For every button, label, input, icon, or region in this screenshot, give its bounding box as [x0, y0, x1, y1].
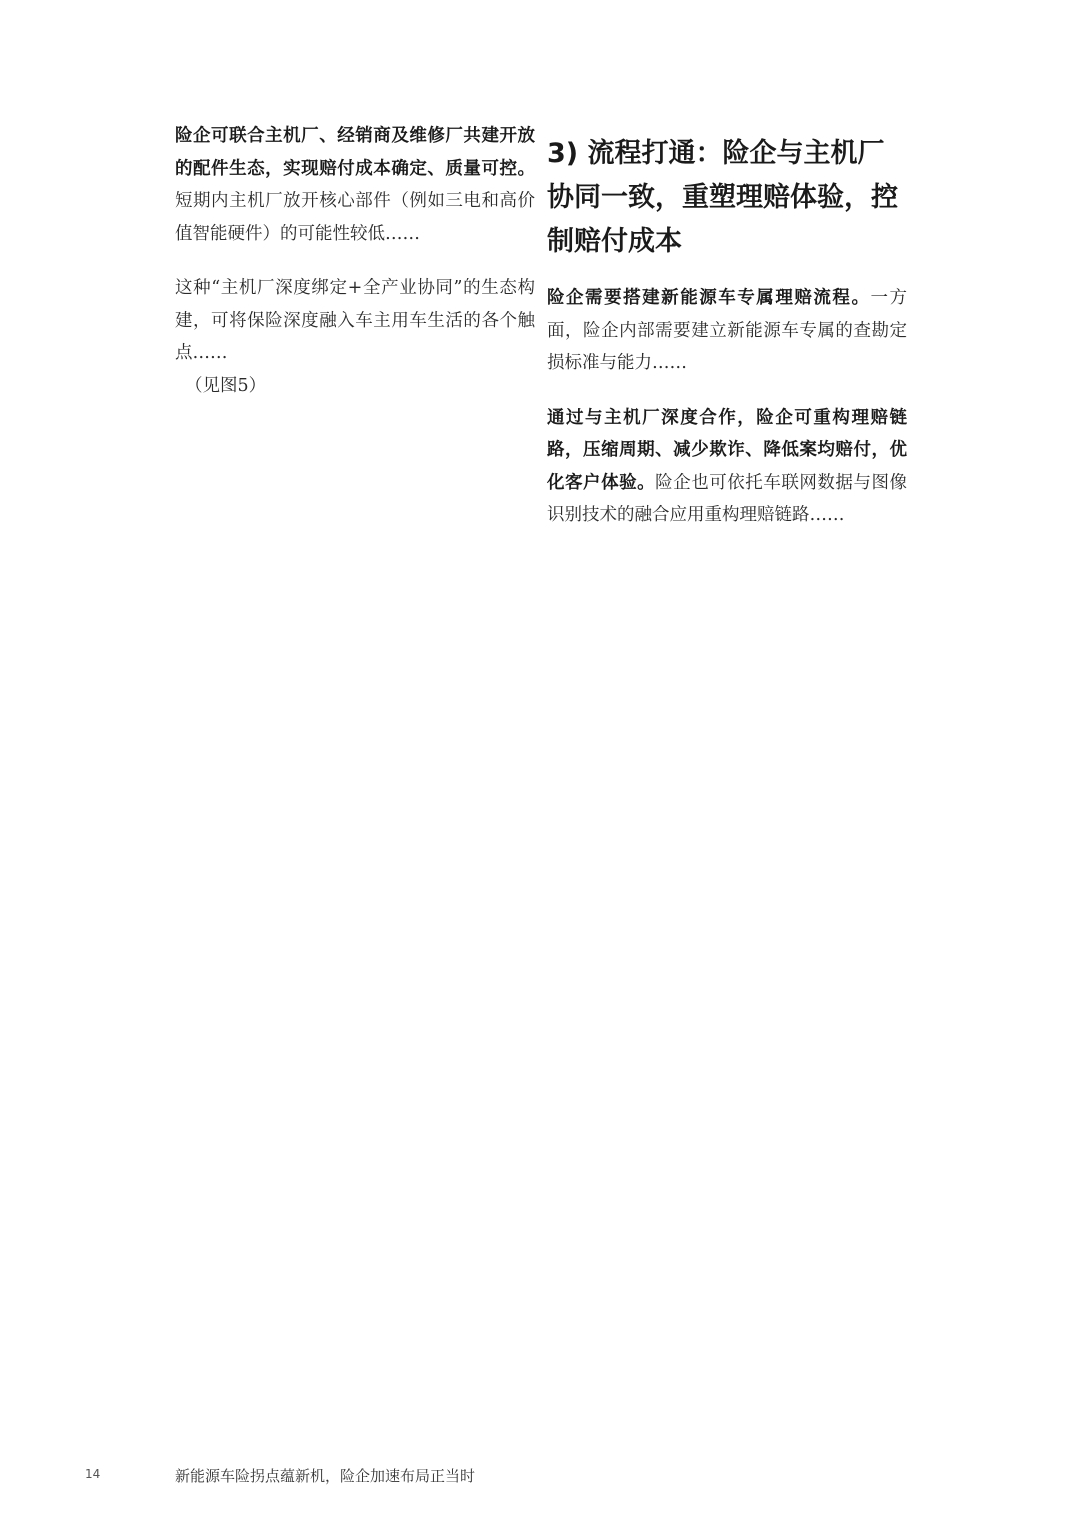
right-paragraph-2 [547, 402, 907, 532]
right-paragraph-2-excerpt: 险企也可依托车联网数据与图像识别技术的融合应用重构理赔链路…… [547, 472, 908, 525]
right-paragraph-2-lead: 通过与主机厂深度合作，险企可重构理赔链路，压缩周期、减少欺诈、降低案均赔付，优化客户体验。 [547, 407, 907, 493]
right-column [547, 120, 907, 554]
right-paragraph-1-lead: 险企需要搭建新能源车专属理赔流程。 [547, 288, 871, 308]
right-paragraph-1-excerpt: 一方面，险企内部需要建立新能源车专属的查勘定损标准与能力…… [547, 288, 908, 373]
running-title: 新能源车险拐点蕴新机，险企加速布局正当时 [175, 1467, 476, 1485]
left-paragraph-1-excerpt: 短期内主机厂放开核心部件（例如三电和高价值智能硬件）的可能性较低…… [175, 191, 535, 244]
left-column [175, 120, 535, 424]
left-paragraph-2 [175, 272, 535, 402]
page-number: 14 [85, 1467, 101, 1481]
right-paragraph-1 [547, 282, 907, 380]
section-heading: 3) 流程打通：险企与主机厂协同一致，重塑理赔体验，控制赔付成本 [547, 138, 898, 257]
left-paragraph-2-excerpt: 这种“主机厂深度绑定+全产业协同”的生态构建，可将保险深度融入车主用车生活的各个触点…… [175, 278, 535, 363]
left-paragraph-1-lead: 险企可联合主机厂、经销商及维修厂共建开放的配件生态，实现赔付成本确定、质量可控。 [175, 126, 535, 179]
left-paragraph-1 [175, 120, 535, 250]
figure-reference: （见图5） [185, 375, 267, 396]
